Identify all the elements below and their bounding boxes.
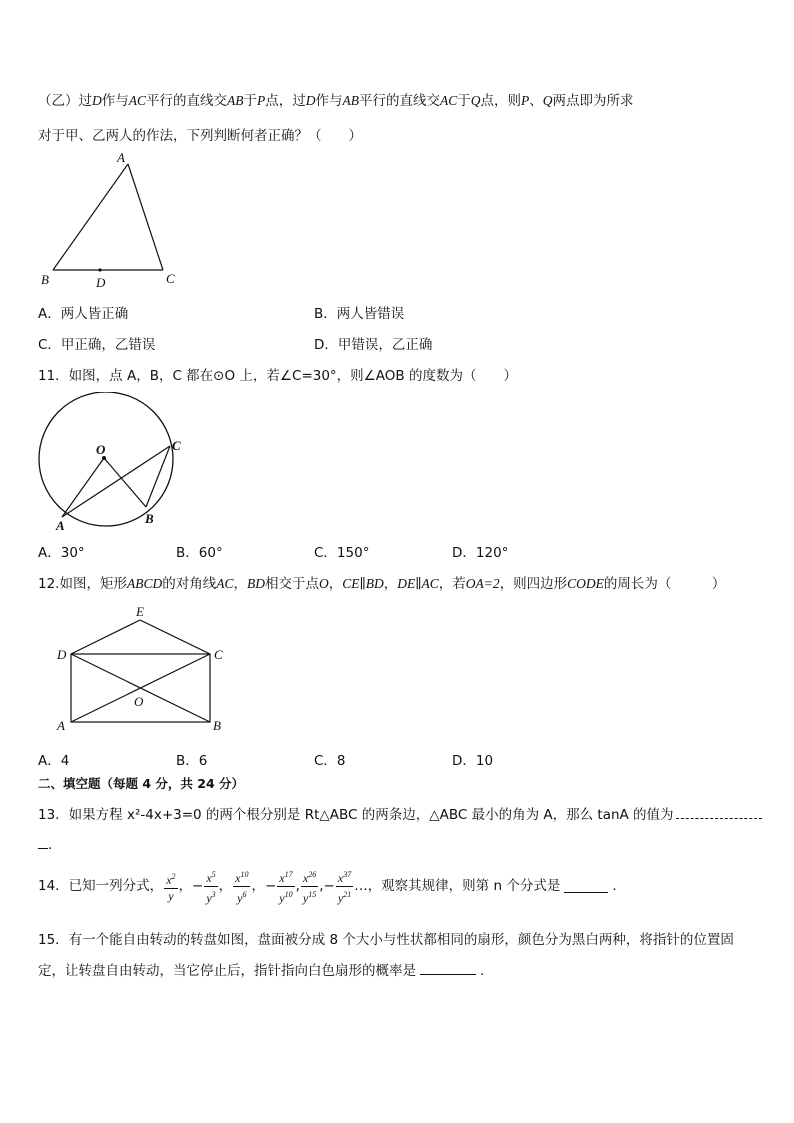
q10-var-p: P (521, 93, 530, 108)
q12-var: CE∥BD (342, 576, 384, 591)
label-e: E (136, 604, 144, 619)
q10-text-seg: 平行的直线交 (146, 93, 228, 109)
q13-answer-blank[interactable] (676, 806, 762, 819)
label-c: C (166, 271, 175, 286)
q12-seg: 相交于点 (265, 576, 319, 592)
label-o: O (96, 442, 106, 457)
q15-end: . (480, 963, 485, 979)
label-c: C (214, 647, 223, 662)
q10-var-ab: AB (342, 93, 360, 108)
q14-sign: − (192, 878, 204, 894)
q14-sign: − (264, 878, 277, 894)
q12-option-a[interactable]: A．4 (38, 753, 70, 769)
label-d: D (96, 275, 106, 287)
q12-var: BD (247, 576, 265, 591)
label-b: B (41, 272, 49, 287)
q15-line1: 15．有一个能自由转动的转盘如图，盘面被分成 8 个大小与性状都相同的扇形，颜色分为黑白两种，将指针的位置固 (38, 932, 734, 948)
q10-var-d: D (92, 93, 102, 108)
q12-var: AC (216, 576, 234, 591)
q10-option-b[interactable]: B．两人皆错误 (314, 306, 405, 322)
q10-option-a[interactable]: A．两人皆正确 (38, 306, 129, 322)
q11-option-c[interactable]: C．150° (314, 545, 370, 561)
q14-fraction: $\frac{x^{10}}{y^6}$ (233, 867, 250, 906)
q12-seg: ，若 (438, 576, 466, 592)
q14-fraction: $\frac{x^2}{y}$ (164, 869, 177, 904)
q12-seg: ， (383, 576, 398, 592)
q10-text-seg: 于 (243, 93, 258, 109)
q14-fraction: $\frac{x^5}{y^3}$ (204, 867, 217, 906)
q12-seg: 12.如图，矩形 (38, 576, 127, 592)
q12-var: CODE (567, 576, 604, 591)
q10-text-seg: 平行的直线交 (359, 93, 441, 109)
q10-text-seg: 作与 (101, 93, 129, 109)
q14-prefix: 14．已知一列分式， (38, 878, 164, 894)
label-d: D (57, 647, 67, 662)
label-a: A (117, 152, 125, 165)
q10-var-q: Q (470, 93, 481, 108)
q11-option-b[interactable]: B．60° (176, 545, 223, 561)
q12-seg: ，则四边形 (499, 576, 568, 592)
q10-text-seg: 于 (457, 93, 471, 109)
q12-var: ABCD (126, 576, 163, 591)
q12-seg: 的周长为（ ） (603, 576, 726, 592)
q10-text-seg: （乙）过 (38, 93, 92, 109)
label-a: A (56, 518, 65, 532)
q10-var-q: Q (542, 93, 553, 108)
q11-text: 11．如图，点 A，B，C 都在⊙O 上，若∠C=30°，则∠AOB 的度数为（ ） (38, 368, 517, 384)
q10-var-p: P (257, 93, 266, 108)
q10-var-ac: AC (128, 93, 147, 108)
q14-ellipsis: … (354, 878, 368, 894)
q10-triangle-figure (35, 152, 195, 287)
q13-continuation (38, 833, 62, 853)
label-o: O (134, 694, 144, 709)
q10-option-c[interactable]: C．甲正确，乙错误 (38, 337, 156, 353)
label-a: A (57, 718, 65, 732)
label-c: C (172, 438, 181, 453)
q11-option-a[interactable]: A．30° (38, 545, 85, 561)
q10-text-seg: 作与 (315, 93, 343, 109)
q10-text-seg: 、 (529, 93, 543, 109)
q10-option-d[interactable]: D．甲错误，乙正确 (314, 337, 433, 353)
q14-sign: − (323, 878, 335, 894)
q15-body: 定，让转盘自由转动，当它停止后，指针指向白色扇形的概率是 (38, 963, 416, 979)
q10-line1 (38, 89, 634, 109)
q10-var-ab: AB (227, 93, 244, 108)
q12-option-d[interactable]: D．10 (452, 753, 494, 769)
q10-text-seg: 两点即为所求 (552, 93, 634, 109)
label-b: B (213, 718, 221, 732)
q14-end: . (612, 878, 617, 894)
q10-var-ac: AC (440, 93, 458, 108)
section-heading: 二、填空题（每题 4 分，共 24 分） (38, 776, 245, 791)
q10-line2: 对于甲、乙两人的作法，下列判断何者正确？（ ） (38, 128, 362, 144)
q13-period: ． (48, 837, 62, 853)
q13-answer-blank-cont[interactable] (38, 836, 48, 849)
q14-fraction: $\frac{x^{26}}{y^{15}}$ (301, 867, 318, 906)
q12-var: DE∥AC (397, 576, 439, 591)
q14-answer-blank[interactable] (564, 880, 608, 893)
q12-var: OA=2 (465, 576, 500, 591)
q10-var-d: D (305, 93, 316, 108)
q12-rectangle-figure (50, 602, 250, 732)
q12-seg: ， (328, 576, 343, 592)
q12-var: O (319, 576, 329, 591)
q13-body: 13．如果方程 x²-4x+3=0 的两个根分别是 Rt△ABC 的两条边，△ABC 最小的角为 A，那么 tanA 的值为 (38, 807, 674, 823)
q12-seg: ， (233, 576, 247, 592)
q15-line2 (38, 959, 484, 979)
q12-option-c[interactable]: C．8 (314, 753, 346, 769)
q12-text (38, 572, 725, 592)
q14-suffix: ，观察其规律，则第 n 个分式是 (367, 878, 561, 894)
q11-circle-figure (30, 392, 190, 532)
q14-fraction: $\frac{x^{17}}{y^{10}}$ (277, 867, 294, 906)
q14-fraction: $\frac{x^{37}}{y^{21}}$ (336, 867, 353, 906)
q15-answer-blank[interactable] (420, 962, 476, 975)
q10-text-seg: 点，过 (265, 93, 306, 109)
label-b: B (145, 511, 154, 526)
q12-seg: 的对角线 (162, 576, 217, 592)
q14-line: 14．已知一列分式， $\frac{x^2}{y}$ ， − $\frac{x^5}{y^3}$ ， $\frac{x^{10}}{y^6}$ ， − $\frac{x^{17}}{y^{10}}$ , $\frac{x^{26}}{y^{15}}$ , − $\frac{x^{37}}{y^{21}}$ … ，观察其规律，则第 n 个分式是 . (38, 866, 617, 906)
q13-text (38, 803, 762, 823)
q10-text-seg: 点，则 (480, 93, 522, 109)
q11-option-d[interactable]: D．120° (452, 545, 509, 561)
q12-option-b[interactable]: B．6 (176, 753, 208, 769)
